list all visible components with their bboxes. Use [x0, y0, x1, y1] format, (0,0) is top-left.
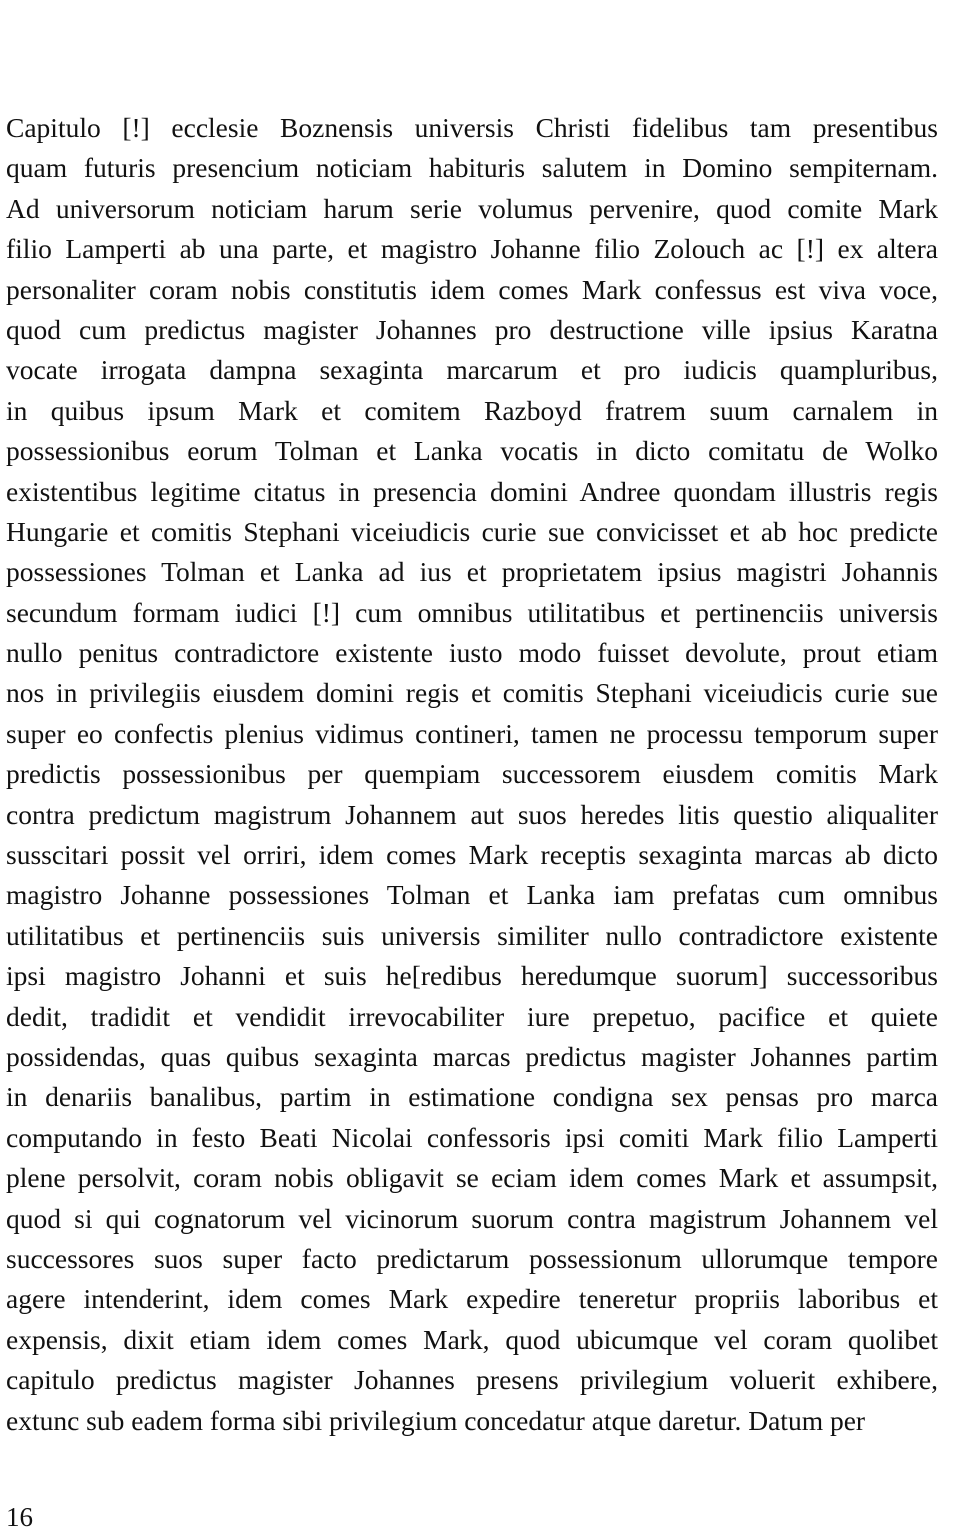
text-line: vocate irrogata dampna sexaginta marcarum et pro iudicis quampluribus,	[6, 354, 938, 386]
text-line: quod cum predictus magister Johannes pro destructione ville ipsius Karatna	[6, 313, 938, 345]
text-line: in denariis banalibus, partim in estimatione condigna sex pensas pro marca	[6, 1081, 938, 1113]
text-line: capitulo predictus magister Johannes presens privilegium voluerit exhibere,	[6, 1364, 938, 1396]
text-line: agere intenderint, idem comes Mark expedire teneretur propriis laboribus et	[6, 1283, 938, 1315]
text-line: magistro Johanne possessiones Tolman et Lanka iam prefatas cum omnibus	[6, 879, 938, 911]
text-line: personaliter coram nobis constitutis idem comes Mark confessus est viva voce,	[6, 273, 938, 305]
text-line: possidendas, quas quibus sexaginta marcas predictus magister Johannes partim	[6, 1040, 938, 1072]
text-line: predictis possessionibus per quempiam successorem eiusdem comitis Mark	[6, 758, 938, 790]
text-line: filio Lamperti ab una parte, et magistro Johanne filio Zolouch ac [!] ex altera	[6, 233, 938, 265]
text-line: plene persolvit, coram nobis obligavit se eciam idem comes Mark et assumpsit,	[6, 1162, 938, 1194]
text-line: susscitari possit vel orriri, idem comes Mark receptis sexaginta marcas ab dicto	[6, 839, 938, 871]
text-line: nullo penitus contradictore existente iusto modo fuisset devolute, prout etiam	[6, 637, 938, 669]
text-line: extunc sub eadem forma sibi privilegium concedatur atque daretur. Datum per	[6, 1404, 866, 1436]
text-line: successores suos super facto predictarum possessionum ullorumque tempore	[6, 1242, 938, 1274]
text-line: possessionibus eorum Tolman et Lanka vocatis in dicto comitatu de Wolko	[6, 435, 938, 467]
text-line: Ad universorum noticiam harum serie volumus pervenire, quod comite Mark	[6, 192, 938, 224]
text-line: in quibus ipsum Mark et comitem Razboyd fratrem suum carnalem in	[6, 394, 938, 426]
text-line: secundum formam iudici [!] cum omnibus utilitatibus et pertinenciis universis	[6, 596, 938, 628]
text-line: contra predictum magistrum Johannem aut suos heredes litis questio aliqualiter	[6, 798, 938, 830]
text-line: quod si qui cognatorum vel vicinorum suorum contra magistrum Johannem vel	[6, 1202, 938, 1234]
text-line: dedit, tradidit et vendidit irrevocabiliter iure prepetuo, pacifice et quiete	[6, 1000, 938, 1032]
body-text	[6, 108, 938, 1441]
text-line: super eo confectis plenius vidimus contineri, tamen ne processu temporum super	[6, 717, 938, 749]
text-line: utilitatibus et pertinenciis suis universis similiter nullo contradictore existente	[6, 919, 938, 951]
text-line: existentibus legitime citatus in presencia domini Andree quondam illustris regis	[6, 475, 938, 507]
text-line: computando in festo Beati Nicolai confessoris ipsi comiti Mark filio Lamperti	[6, 1121, 938, 1153]
text-line: Hungarie et comitis Stephani viceiudicis curie sue convicisset et ab hoc predicte	[6, 515, 938, 547]
page-number: 16	[6, 1502, 33, 1532]
text-line: nos in privilegiis eiusdem domini regis et comitis Stephani viceiudicis curie sue	[6, 677, 938, 709]
text-line: quam futuris presencium noticiam habituris salutem in Domino sempiternam.	[6, 152, 938, 184]
text-line: possessiones Tolman et Lanka ad ius et proprietatem ipsius magistri Johannis	[6, 556, 938, 588]
text-line: expensis, dixit etiam idem comes Mark, quod ubicumque vel coram quolibet	[6, 1323, 938, 1355]
text-line: ipsi magistro Johanni et suis he[redibus heredumque suorum] successoribus	[6, 960, 938, 992]
text-line: Capitulo [!] ecclesie Boznensis universis Christi fidelibus tam presentibus	[6, 112, 938, 143]
